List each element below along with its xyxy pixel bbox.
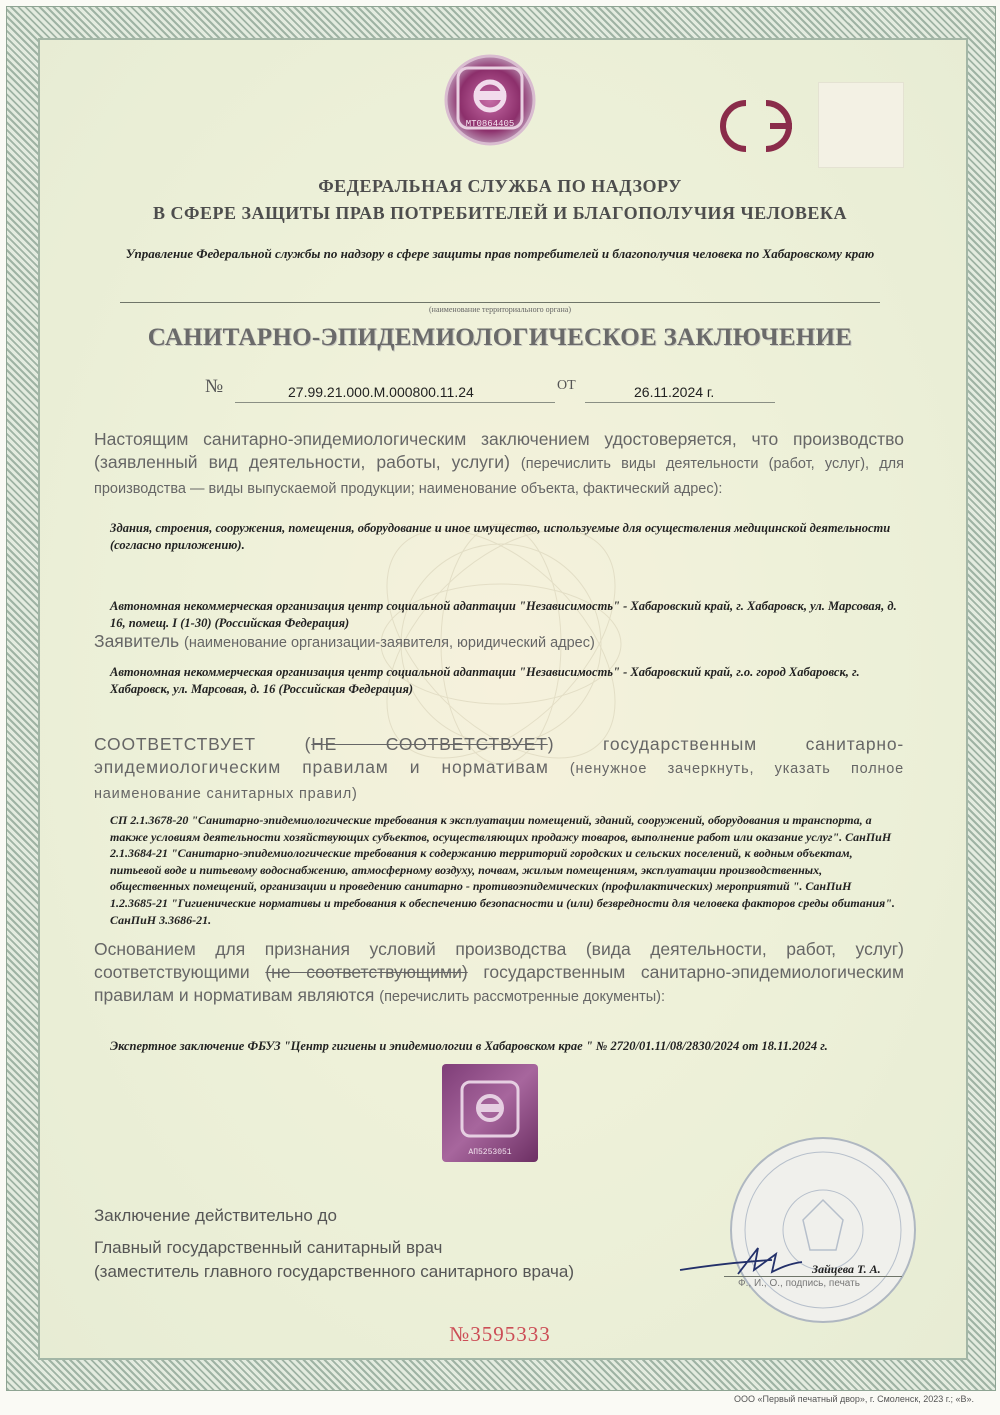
sanitary-rules-list: СП 2.1.3678-20 "Санитарно-эпидемиологические требования к эксплуатации помещений, зданий, сооружений, оборудования и транспорта, а также условиям деятельности хозяйствующих субъектов, осуществляющих продажу товаров, выполнение работ или оказание услуг". СанПиН 2.1.3684-21 "Санитарно-эпидемиологические требования к содержанию территорий городских и сельских поселений, к водным объектам, питьевой воде и питьевому водоснабжению, атмосферному воздуху, почвам, жилым помещениям, эксплуатации производственных, общественных помещений, организации и проведению санитарно - противоэпидемических (профилактических) мероприятий ". СанПиН 1.2.3685-21 "Гигиенические нормативы и требования к обеспечению безопасности и (или) безвредности для человека факторов среды обитания". СанПиН 3.3686-21. [110, 813, 895, 927]
complies-close: ) [547, 734, 555, 754]
basis-struck: (не соответствующими) [265, 962, 468, 982]
signer-name: Зайцева Т. А. [812, 1262, 881, 1276]
activity-description: Здания, строения, сооружения, помещения, оборудование и иное имущество, используемые для осуществления медицинской деятельности (согласно приложению). [110, 521, 891, 552]
complies-open: ( [304, 734, 312, 754]
complies-word: СООТВЕТСТВУЕТ [94, 734, 256, 754]
hologram2-code: АП5253051 [468, 1148, 512, 1157]
signature-underline [724, 1276, 902, 1277]
signer-title: Главный государственный санитарный врач [94, 1238, 443, 1257]
applicant-note: (наименование организации-заявителя, юридический адрес) [184, 635, 595, 651]
form-serial-number: №3595333 [449, 1322, 551, 1346]
applicant-label: Заявитель [94, 631, 180, 651]
printer-imprint: ООО «Первый печатный двор», г. Смоленск, 2023 г.; «В». [734, 1394, 974, 1404]
official-stamp-seal [718, 1130, 928, 1330]
hologram-emblem-bottom [440, 1062, 540, 1164]
reviewed-documents: Экспертное заключение ФБУЗ "Центр гигиены и эпидемиологии в Хабаровском крае " № 2720/01.11/08/2830/2024 от 18.11.2024 г. [110, 1039, 828, 1053]
basis-text-1: Основанием для признания условий производства (вида деятельности, работ, услуг) соответствующими [94, 939, 904, 982]
signature-caption: Ф., И., О., подпись, печать [738, 1278, 860, 1289]
organ-caption: (наименование территориального органа) [429, 305, 571, 314]
basis-note: (перечислить рассмотренные документы): [379, 989, 666, 1005]
agency-title-line1: ФЕДЕРАЛЬНАЯ СЛУЖБА ПО НАДЗОРУ [318, 176, 682, 196]
complies-note: (ненужное зачеркнуть, указать полное наименование санитарных правил) [94, 761, 905, 802]
complies-rest: государственным санитарно-эпидемиологическим правилам и нормативам [94, 734, 904, 777]
intro-paragraph [94, 428, 904, 501]
territorial-directorate: Управление Федеральной службы по надзору в сфере защиты прав потребителей и благополучия человека по Хабаровскому краю [125, 246, 875, 261]
valid-until-label: Заключение действительно до [94, 1206, 337, 1225]
hologram-code: МТ0864405 [465, 119, 515, 129]
applicant-details: Автономная некоммерческая организация центр социальной адаптации "Независимость" - Хабаровский край, г.о. город Хабаровск, г. Хабаровск, ул. Марсовая, д. 16 (Российская Федерация) [110, 665, 860, 696]
se-conformity-mark [708, 95, 804, 157]
issue-date: 26.11.2024 г. [634, 384, 715, 400]
document-title: САНИТАРНО-ЭПИДЕМИОЛОГИЧЕСКОЕ ЗАКЛЮЧЕНИЕ [147, 324, 853, 351]
intro-text: Настоящим санитарно-эпидемиологическим заключением удостоверяется, что производство (заявленный вид деятельности, работы, услуги) [94, 429, 904, 472]
number-label: № [205, 376, 224, 397]
number-underline [235, 402, 555, 403]
object-address: Автономная некоммерческая организация центр социальной адаптации "Независимость" - Хабаровский край, г. Хабаровск, ул. Марсовая, д. 16, помещ. I (1-30) (Российская Федерация) [110, 599, 897, 630]
not-complies-struck: НЕ СООТВЕТСТВУЕТ [311, 734, 548, 754]
blank-square [818, 82, 904, 168]
compliance-statement [94, 733, 904, 806]
organ-underline [120, 302, 880, 303]
signer-title-deputy: (заместитель главного государственного санитарного врача) [94, 1262, 574, 1281]
hologram-emblem-top [428, 54, 552, 154]
applicant-heading [94, 630, 904, 655]
intro-note: (перечислить виды деятельности (работ, услуг), для производства — виды выпускаемой продукции; наименование объекта, фактический адрес): [94, 456, 904, 497]
basis-statement [94, 938, 904, 1009]
from-label: ОТ [557, 378, 576, 393]
basis-text-2: государственным санитарно-эпидемиологическим правилам и нормативам являются [94, 962, 904, 1005]
agency-title-line2: В СФЕРЕ ЗАЩИТЫ ПРАВ ПОТРЕБИТЕЛЕЙ И БЛАГОПОЛУЧИЯ ЧЕЛОВЕКА [153, 203, 847, 223]
certificate-number: 27.99.21.000.М.000800.11.24 [288, 384, 474, 400]
date-underline [585, 402, 775, 403]
